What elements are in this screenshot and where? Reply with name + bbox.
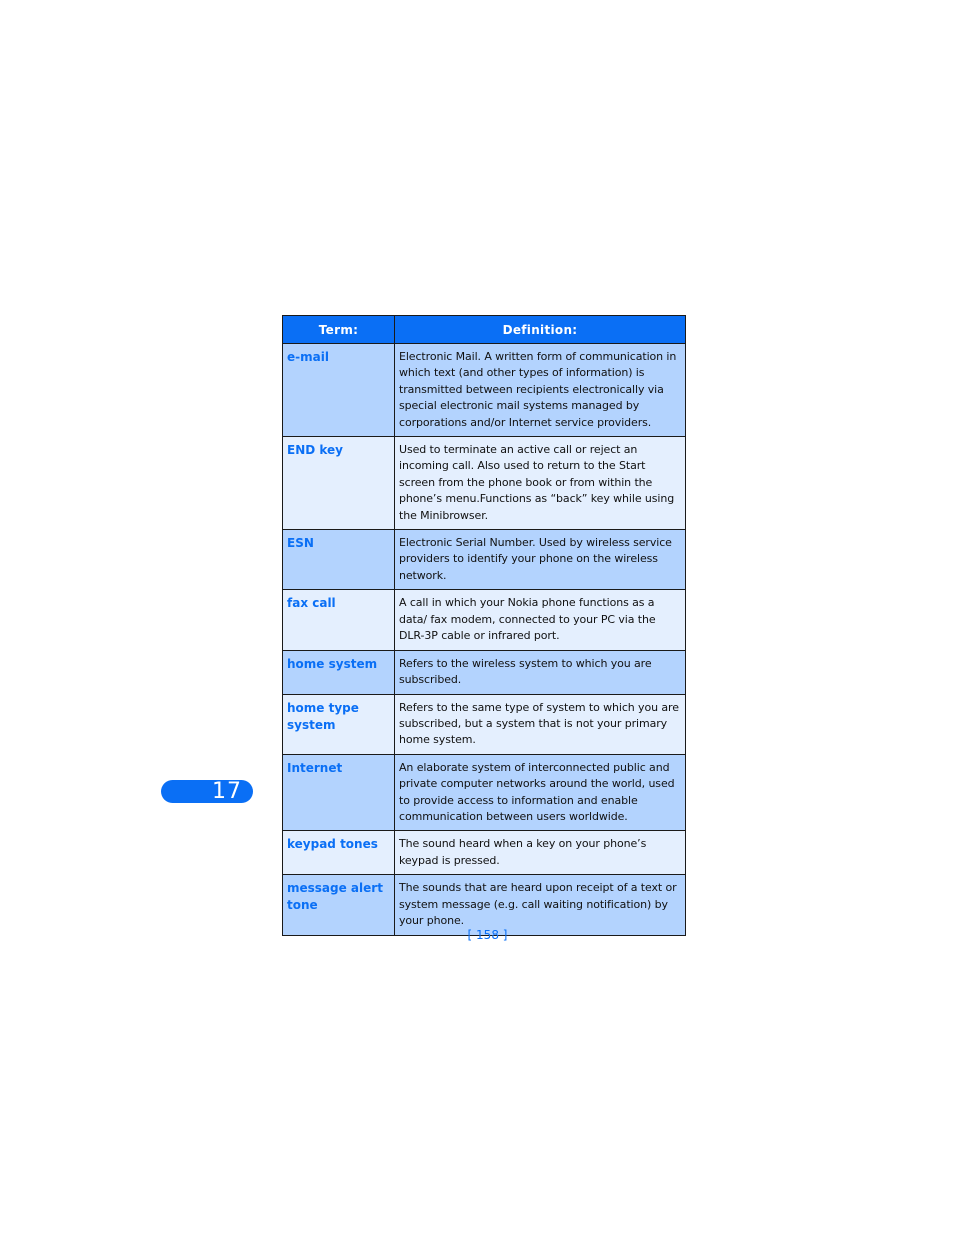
definition-cell: Refers to the same type of system to which you are subscribed, but a system that is not your primary home system. xyxy=(395,694,686,754)
table-row xyxy=(283,344,686,437)
table-row xyxy=(283,650,686,694)
definition-cell: A call in which your Nokia phone functions as a data/ fax modem, connected to your PC via the DLR-3P cable or infrared port. xyxy=(395,590,686,650)
chapter-tab xyxy=(161,780,253,803)
definition-cell: Electronic Serial Number. Used by wireless service providers to identify your phone on the wireless network. xyxy=(395,530,686,590)
table-header-row xyxy=(283,316,686,344)
table-row xyxy=(283,875,686,935)
definition-cell: An elaborate system of interconnected public and private computer networks around the world, used to provide access to information and enable communication between users worldwide. xyxy=(395,754,686,831)
table-row xyxy=(283,437,686,530)
page-number: [ 158 ] xyxy=(467,928,508,942)
term-column-header: Term: xyxy=(283,316,395,344)
definition-cell: Refers to the wireless system to which you are subscribed. xyxy=(395,650,686,694)
term-cell: message alert tone xyxy=(283,875,395,935)
term-cell: home type system xyxy=(283,694,395,754)
table-row xyxy=(283,694,686,754)
definition-cell: Used to terminate an active call or reject an incoming call. Also used to return to the Start screen from the phone book or from within the phone’s menu.Functions as “back” key while using the Minibrowser. xyxy=(395,437,686,530)
term-cell: END key xyxy=(283,437,395,530)
term-cell: Internet xyxy=(283,754,395,831)
term-cell: home system xyxy=(283,650,395,694)
definition-cell: The sound heard when a key on your phone’s keypad is pressed. xyxy=(395,831,686,875)
term-cell: ESN xyxy=(283,530,395,590)
term-cell: fax call xyxy=(283,590,395,650)
term-cell: keypad tones xyxy=(283,831,395,875)
table-row xyxy=(283,530,686,590)
definition-cell: The sounds that are heard upon receipt of a text or system message (e.g. call waiting notification) by your phone. xyxy=(395,875,686,935)
definition-cell: Electronic Mail. A written form of communication in which text (and other types of information) is transmitted between recipients electronically via special electronic mail systems managed by corporations and/or Internet service providers. xyxy=(395,344,686,437)
term-cell: e-mail xyxy=(283,344,395,437)
table-row xyxy=(283,590,686,650)
chapter-number: 17 xyxy=(212,779,242,804)
definition-column-header: Definition: xyxy=(395,316,686,344)
table-row xyxy=(283,831,686,875)
glossary-table xyxy=(282,315,686,936)
table-row xyxy=(283,754,686,831)
